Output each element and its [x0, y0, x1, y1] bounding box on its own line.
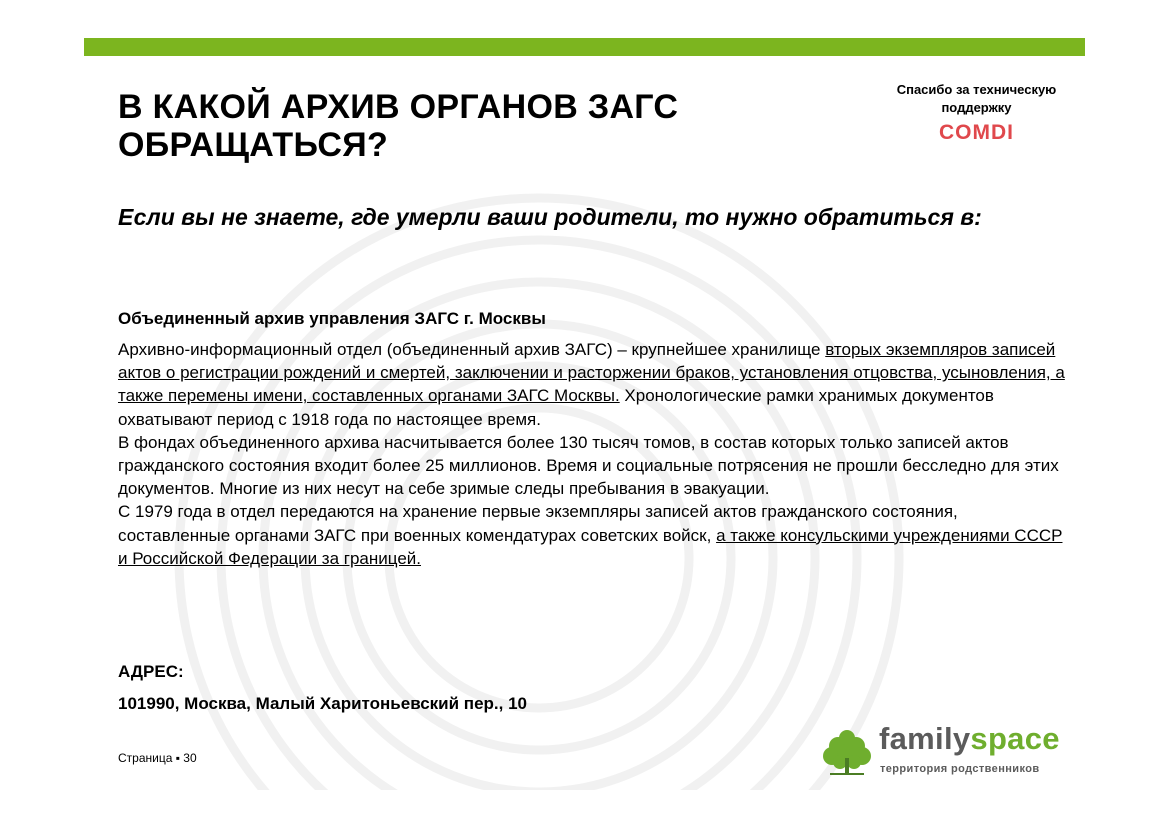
paragraph-1-start: Архивно-информационный отдел (объединенный архив ЗАГС) – крупнейшее хранилище	[118, 340, 826, 359]
brand-tagline: территория родственников	[880, 763, 1040, 775]
section-heading: Объединенный архив управления ЗАГС г. Москвы	[118, 309, 546, 328]
paragraph-1	[118, 338, 1068, 431]
body-text	[118, 338, 1068, 570]
sponsor-block	[884, 81, 1069, 145]
page-number: Страница ▪ 30	[118, 751, 197, 765]
records-link[interactable]: вторых экземпляров записей актов о регистрации рождений и смертей, заключении и расторжении браков, установления отцовства, усыновления, а также перемены имени, составленных органами ЗАГС Москвы.	[118, 340, 1065, 406]
brand-name	[879, 722, 1060, 756]
address-value: 101990, Москва, Малый Харитоньевский пер., 10	[118, 694, 527, 713]
consulates-link[interactable]: а также консульскими учреждениями СССР и Российской Федерации за границей.	[118, 525, 1063, 568]
paragraph-3	[118, 500, 1068, 570]
brand-part-space: space	[970, 721, 1060, 756]
paragraph-1-end: Хронологические рамки хранимых документов охватывают период с 1918 года по настоящее время.	[118, 386, 994, 429]
slide	[84, 38, 1085, 790]
page-title: В КАКОЙ АРХИВ ОРГАНОВ ЗАГС ОБРАЩАТЬСЯ?	[118, 88, 679, 164]
top-accent-bar	[84, 38, 1085, 56]
paragraph-3-start: С 1979 года в отдел передаются на хранение первые экземпляры записей актов гражданского состояния, составленные органами ЗАГС при военных комендатурах советских войск,	[118, 502, 958, 545]
comdi-logo[interactable]: COMDI	[939, 121, 1014, 144]
familyspace-logo[interactable]	[822, 721, 1072, 778]
brand-part-family: family	[879, 721, 971, 756]
paragraph-2: В фондах объединенного архива насчитывается более 130 тысяч томов, в состав которых только записей актов гражданского состояния входит более 25 миллионов. Время и социальные потрясения не прошли бесследно для этих документов. Многие из них несут на себе зримые следы пребывания в эвакуации.	[118, 432, 1059, 499]
subtitle: Если вы не знаете, где умерли ваши родители, то нужно обратиться в:	[118, 204, 982, 230]
sponsor-text: Спасибо за техническую поддержку	[896, 82, 1057, 115]
address-label: АДРЕС:	[118, 662, 184, 681]
tree-icon	[822, 728, 872, 776]
